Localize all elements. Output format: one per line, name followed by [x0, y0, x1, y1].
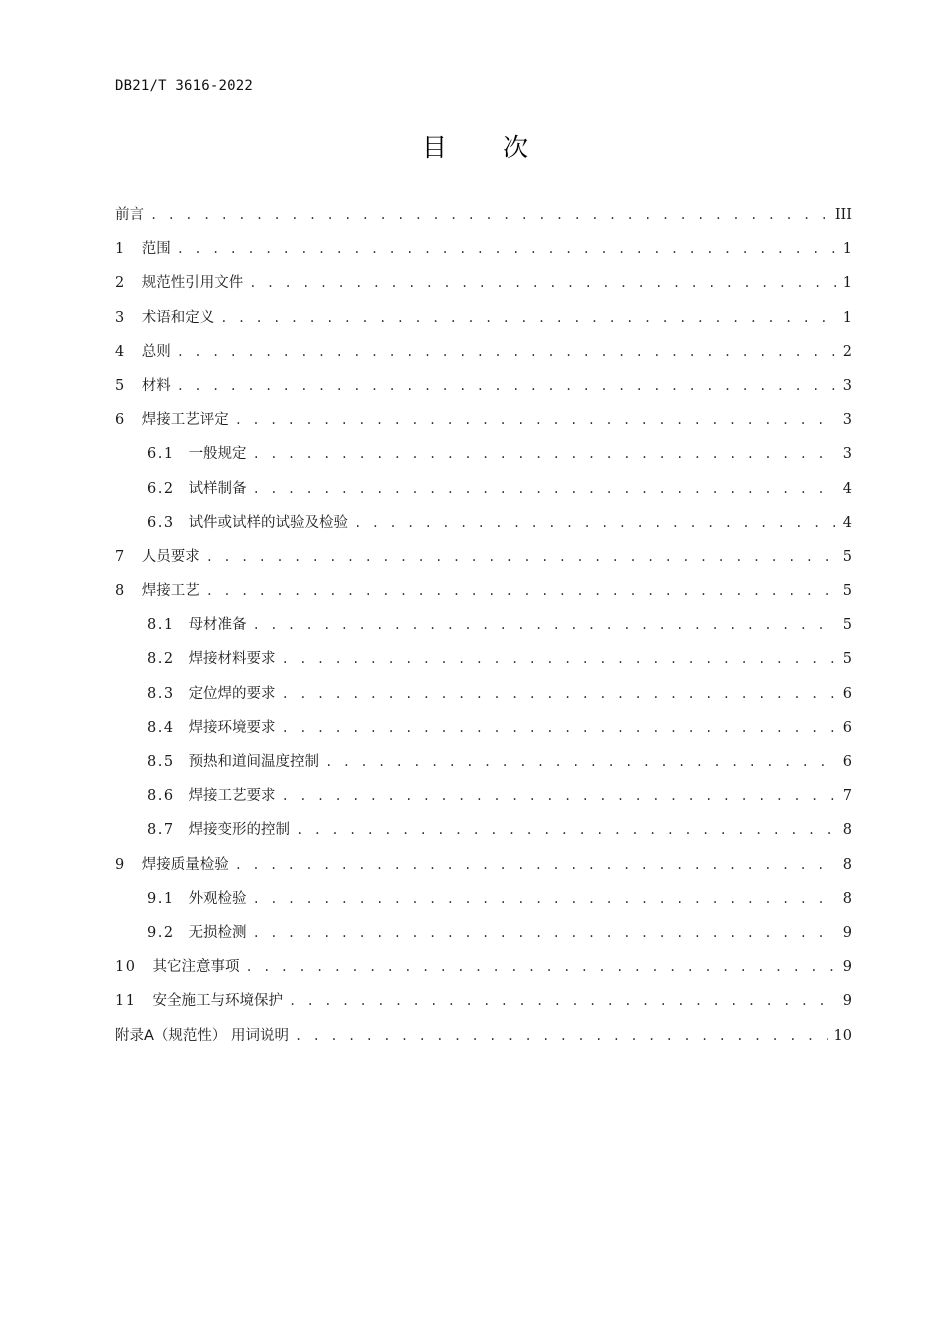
- toc-entry-page-number: 4: [842, 514, 852, 531]
- toc-entry-number: 6.2: [147, 480, 175, 497]
- toc-entry-number: 6: [115, 412, 126, 429]
- toc-entry[interactable]: [115, 682, 852, 716]
- toc-entry-page-number: 6: [842, 754, 852, 770]
- document-code: DB21/T 3616-2022: [115, 78, 254, 94]
- dot-leader: [150, 208, 829, 222]
- dot-leader: [253, 618, 836, 632]
- toc-entry-page-number: 4: [842, 480, 852, 497]
- toc-entry-label: 焊接材料要求: [188, 651, 276, 668]
- toc-entry-page-number: 6: [842, 719, 852, 736]
- toc-entry-number: 9.1: [147, 890, 175, 907]
- toc-entry[interactable]: [115, 374, 852, 408]
- toc-entry-number: 6.1: [147, 446, 175, 463]
- toc-entry[interactable]: [115, 921, 852, 955]
- dot-leader: [177, 242, 836, 256]
- toc-entry[interactable]: [115, 408, 852, 442]
- toc-entry-label: 人员要求: [141, 548, 200, 565]
- toc-entry-number: 6.3: [147, 514, 175, 531]
- dot-leader: [289, 994, 836, 1008]
- toc-entry[interactable]: [115, 545, 852, 579]
- toc-entry-page-number: 5: [842, 548, 852, 565]
- toc-entry-label: 安全施工与环境保护: [152, 993, 283, 1010]
- toc-entry-page-number: 8: [842, 856, 852, 873]
- dot-leader: [177, 379, 836, 393]
- dot-leader: [282, 687, 836, 701]
- toc-entry-number: 8: [115, 583, 126, 600]
- toc-entry-number: 8.2: [147, 651, 175, 668]
- table-of-contents: [115, 203, 852, 1058]
- dot-leader: [253, 447, 836, 461]
- toc-entry-number: 7: [115, 548, 126, 565]
- toc-entry-label: 无损检测: [188, 924, 247, 941]
- toc-entry-label: 焊接环境要求: [188, 719, 276, 736]
- toc-entry[interactable]: [115, 477, 852, 511]
- toc-entry[interactable]: [115, 647, 852, 681]
- toc-entry[interactable]: [115, 306, 852, 340]
- dot-leader: [177, 345, 836, 359]
- toc-entry-page-number: 5: [842, 617, 852, 634]
- toc-entry-label: 总则: [141, 343, 171, 360]
- toc-entry-number: 8.4: [147, 719, 175, 736]
- toc-entry[interactable]: [115, 511, 852, 545]
- page-title: 目次: [421, 133, 584, 162]
- toc-entry-page-number: 2: [842, 343, 852, 360]
- toc-entry-page-number: 7: [842, 788, 852, 805]
- toc-entry-number: 3: [115, 309, 126, 326]
- dot-leader: [235, 858, 836, 872]
- toc-entry-number: 2: [115, 275, 126, 292]
- toc-entry-label: 焊接质量检验: [141, 856, 229, 873]
- dot-leader: [253, 482, 836, 496]
- toc-entry-page-number: 3: [842, 412, 852, 429]
- toc-entry-label: 附录A（规范性） 用词说明: [115, 1027, 290, 1044]
- toc-entry-label: 范围: [141, 241, 171, 258]
- toc-entry[interactable]: [115, 613, 852, 647]
- dot-leader: [253, 892, 836, 906]
- toc-entry-label: 外观检验: [188, 890, 247, 907]
- toc-entry-label: 一般规定: [188, 446, 247, 463]
- toc-entry-number: 8.3: [147, 685, 175, 702]
- toc-entry[interactable]: [115, 955, 852, 989]
- toc-entry[interactable]: [115, 1024, 852, 1058]
- toc-entry-page-number: 8: [842, 822, 852, 839]
- toc-entry-page-number: 3: [842, 446, 852, 463]
- toc-entry-label: 焊接工艺要求: [188, 788, 276, 805]
- toc-entry-number: 8.1: [147, 617, 175, 634]
- toc-entry-label: 焊接变形的控制: [188, 822, 291, 839]
- toc-entry-label: 规范性引用文件: [141, 275, 244, 292]
- toc-entry-label: 前言: [115, 207, 144, 223]
- toc-entry-page-number: 3: [842, 377, 852, 394]
- toc-entry-page-number: 9: [842, 959, 852, 976]
- toc-entry-label: 预热和道间温度控制: [188, 754, 320, 770]
- dot-leader: [296, 823, 836, 837]
- dot-leader: [235, 413, 836, 427]
- toc-entry[interactable]: [115, 750, 852, 784]
- toc-entry-page-number: 8: [842, 890, 852, 907]
- toc-entry-label: 焊接工艺: [141, 583, 200, 600]
- toc-entry[interactable]: [115, 853, 852, 887]
- toc-entry-page-number: 9: [842, 924, 852, 941]
- toc-entry-number: 8.5: [147, 754, 175, 770]
- dot-leader: [295, 1029, 828, 1043]
- toc-entry-page-number: 1: [842, 309, 852, 326]
- toc-entry[interactable]: [115, 340, 852, 374]
- dot-leader: [245, 960, 836, 974]
- toc-entry-number: 5: [115, 377, 126, 394]
- toc-entry-page-number: III: [834, 207, 852, 223]
- toc-entry-number: 8.7: [147, 822, 175, 839]
- toc-entry-page-number: 1: [842, 275, 852, 292]
- toc-entry-label: 材料: [141, 377, 171, 394]
- toc-entry[interactable]: [115, 579, 852, 613]
- dot-leader: [253, 926, 836, 940]
- toc-entry-label: 焊接工艺评定: [141, 412, 229, 429]
- toc-entry-page-number: 5: [842, 651, 852, 668]
- dot-leader: [325, 755, 836, 769]
- toc-entry-number: 9.2: [147, 924, 175, 941]
- toc-entry-number: 9: [115, 856, 126, 873]
- dot-leader: [220, 311, 836, 325]
- dot-leader: [354, 516, 836, 530]
- toc-entry[interactable]: [115, 887, 852, 921]
- toc-entry[interactable]: [115, 203, 852, 237]
- dot-leader: [249, 276, 836, 290]
- toc-entry-number: 8.6: [147, 788, 175, 805]
- toc-entry-page-number: 1: [842, 241, 852, 258]
- toc-entry[interactable]: [115, 442, 852, 476]
- toc-entry[interactable]: [115, 989, 852, 1023]
- toc-entry[interactable]: [115, 237, 852, 271]
- toc-entry-number: 11: [115, 993, 137, 1010]
- toc-entry[interactable]: [115, 818, 852, 852]
- toc-entry-label: 术语和定义: [141, 309, 215, 326]
- toc-entry-page-number: 10: [833, 1027, 852, 1044]
- toc-entry-label: 母材准备: [188, 617, 247, 634]
- toc-entry-page-number: 5: [842, 583, 852, 600]
- toc-entry-number: 10: [115, 959, 137, 976]
- toc-entry-label: 试件或试样的试验及检验: [188, 514, 349, 531]
- toc-entry[interactable]: [115, 271, 852, 305]
- toc-entry-label: 定位焊的要求: [188, 685, 276, 702]
- dot-leader: [206, 550, 836, 564]
- toc-entry[interactable]: [115, 784, 852, 818]
- toc-entry-page-number: 9: [842, 993, 852, 1010]
- dot-leader: [282, 721, 836, 735]
- dot-leader: [282, 652, 836, 666]
- toc-entry-page-number: 6: [842, 685, 852, 702]
- dot-leader: [282, 789, 836, 803]
- toc-entry-number: 4: [115, 343, 126, 360]
- toc-entry-number: 1: [115, 241, 126, 258]
- toc-entry[interactable]: [115, 716, 852, 750]
- toc-entry-label: 其它注意事项: [152, 959, 240, 976]
- toc-entry-label: 试样制备: [188, 480, 247, 497]
- dot-leader: [206, 584, 836, 598]
